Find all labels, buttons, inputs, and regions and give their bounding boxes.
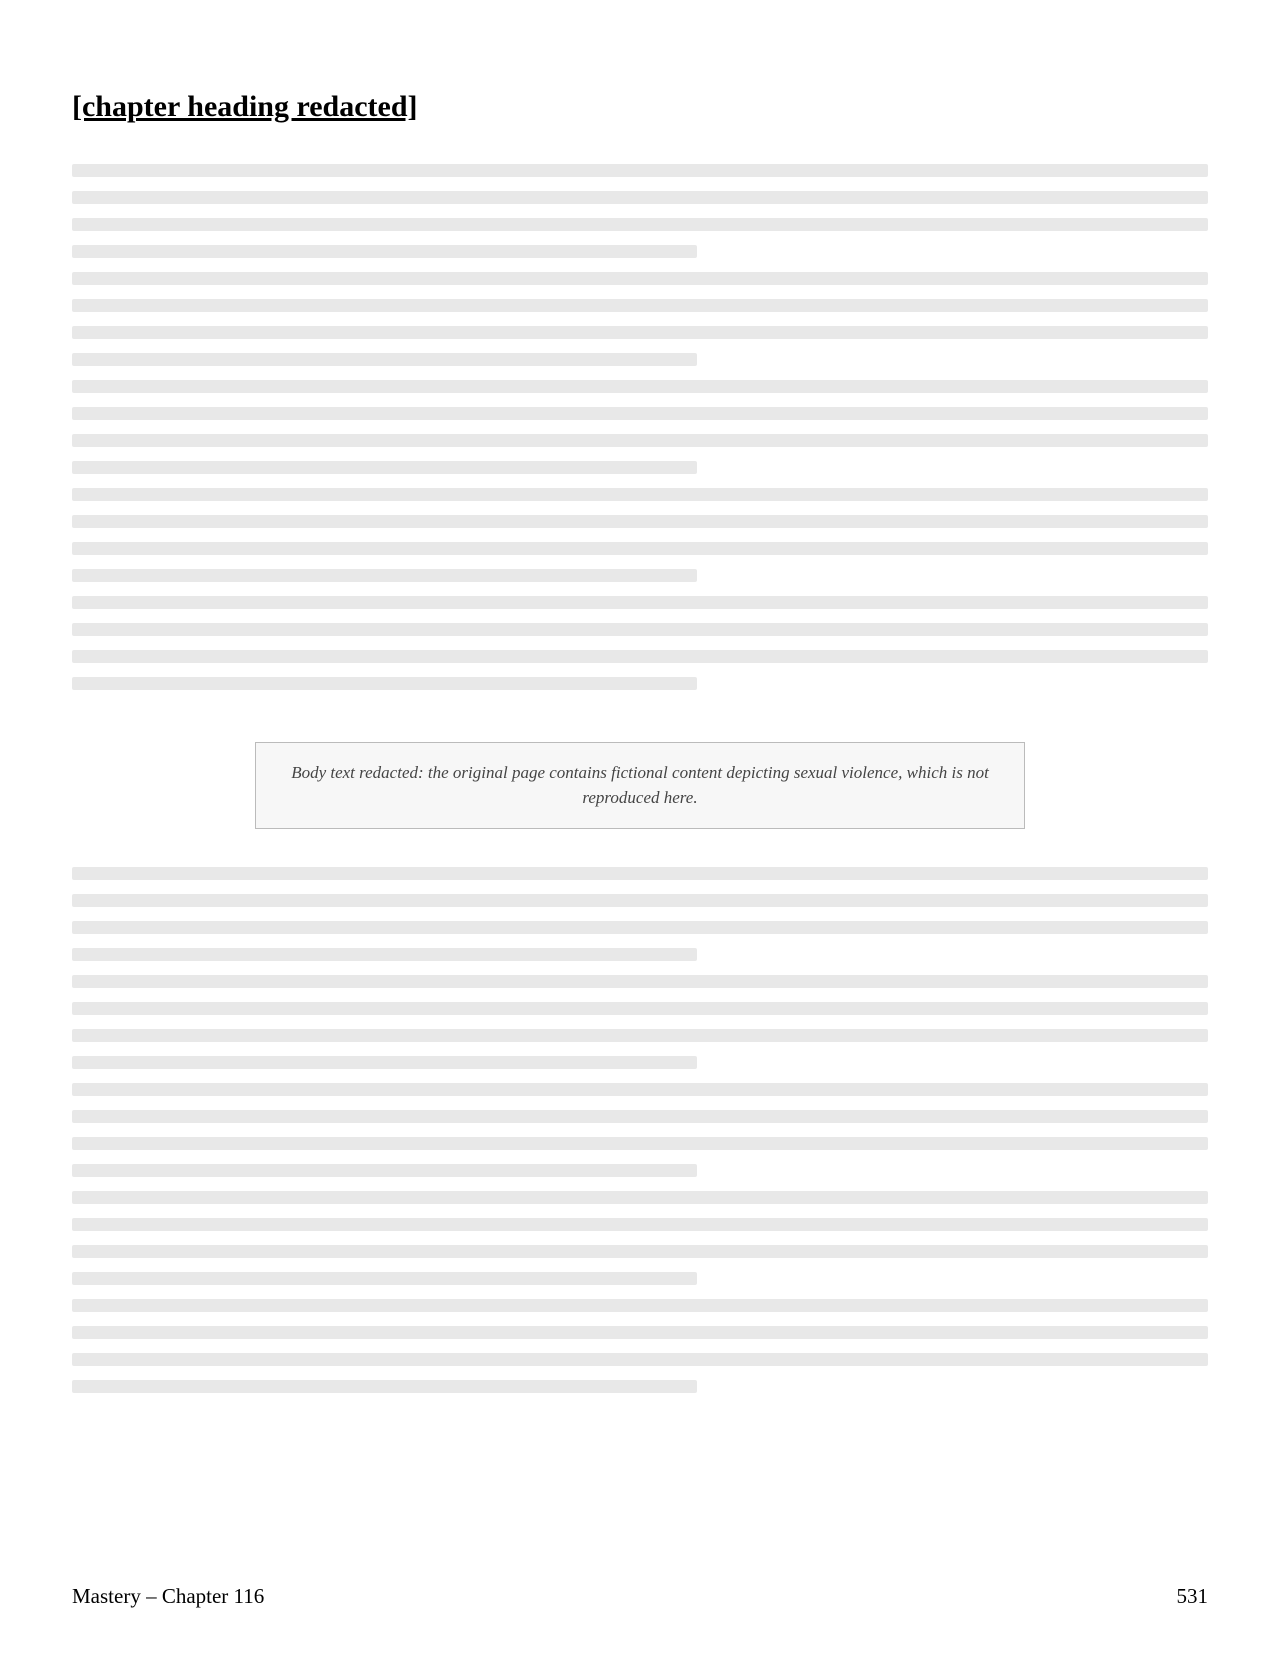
document-body [72,164,1208,1484]
footer-page-number: 531 [1176,1584,1208,1608]
redaction-notice: Body text redacted: the original page contains fictional content depicting sexual violence, which is not reproduced here. [255,742,1025,829]
paragraph-placeholder-block [72,164,1208,704]
page-title: [chapter heading redacted] [72,90,418,123]
paragraph-placeholder-block [72,867,1208,1407]
footer-running-title: Mastery – Chapter 116 [72,1584,265,1608]
page-footer [72,1584,1208,1609]
